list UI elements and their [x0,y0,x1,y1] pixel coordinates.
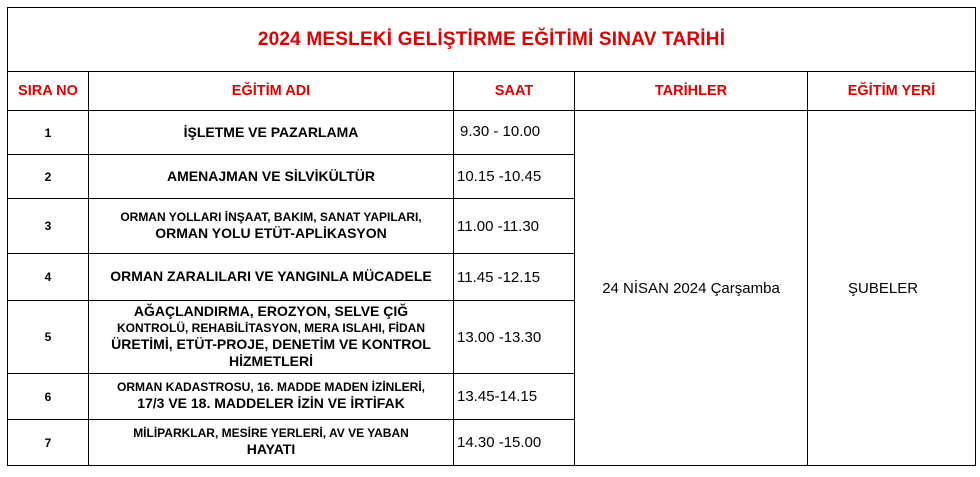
training-name-line: 17/3 VE 18. MADDELER İZİN VE İRTİFAK [137,395,405,412]
training-name [89,254,454,301]
page-title: 2024 MESLEKİ GELİŞTİRME EĞİTİMİ SINAV TARİHİ [8,8,976,72]
training-name-line: İŞLETME VE PAZARLAMA [183,123,359,140]
exam-date: 24 NİSAN 2024 Çarşamba [575,111,808,466]
training-name-line: ORMAN ZARALILARI VE YANGINLA MÜCADELE [110,268,432,285]
exam-schedule-table [7,7,976,466]
training-name-line: AĞAÇLANDIRMA, EROZYON, SELVE ÇIĞ [133,303,409,320]
time-slot: 13.00 -13.30 [454,301,575,374]
training-name [89,301,454,374]
training-name-line: ORMAN YOLU ETÜT-APLİKASYON [155,224,387,241]
table-row [8,111,976,155]
training-name-line: ORMAN KADASTROSU, 16. MADDE MADEN İZİNLERİ, [116,380,425,395]
row-number: 5 [8,301,89,374]
training-name-line: HAYATI [246,441,296,458]
header-egitim-adi: EĞİTİM ADI [89,72,454,111]
training-name-line: KONTROLÜ, REHABİLİTASYON, MERA ISLAHI, FİDAN [117,320,425,335]
row-number: 1 [8,111,89,155]
exam-place: ŞUBELER [808,111,976,466]
training-name-line: ÜRETİMİ, ETÜT-PROJE, DENETİM VE KONTROL [111,335,431,352]
time-slot: 14.30 -15.00 [454,420,575,466]
training-name [89,155,454,199]
header-saat: SAAT [454,72,575,111]
time-slot: 13.45-14.15 [454,374,575,420]
row-number: 2 [8,155,89,199]
training-name-line: HİZMETLERİ [229,353,313,370]
time-slot: 9.30 - 10.00 [454,111,575,155]
training-name [89,111,454,155]
time-slot: 11.00 -11.30 [454,199,575,254]
training-name [89,420,454,466]
row-number: 7 [8,420,89,466]
header-sira-no: SIRA NO [8,72,89,111]
row-number: 3 [8,199,89,254]
row-number: 6 [8,374,89,420]
header-egitim-yeri: EĞİTİM YERİ [808,72,976,111]
time-slot: 11.45 -12.15 [454,254,575,301]
training-name-line: ORMAN YOLLARI İNŞAAT, BAKIM, SANAT YAPILARI, [120,209,422,224]
header-tarihler: TARİHLER [575,72,808,111]
row-number: 4 [8,254,89,301]
training-name [89,374,454,420]
time-slot: 10.15 -10.45 [454,155,575,199]
training-name-line: AMENAJMAN VE SİLVİKÜLTÜR [167,167,375,184]
training-name [89,199,454,254]
training-name-line: MİLİPARKLAR, MESİRE YERLERİ, AV VE YABAN [133,426,409,441]
